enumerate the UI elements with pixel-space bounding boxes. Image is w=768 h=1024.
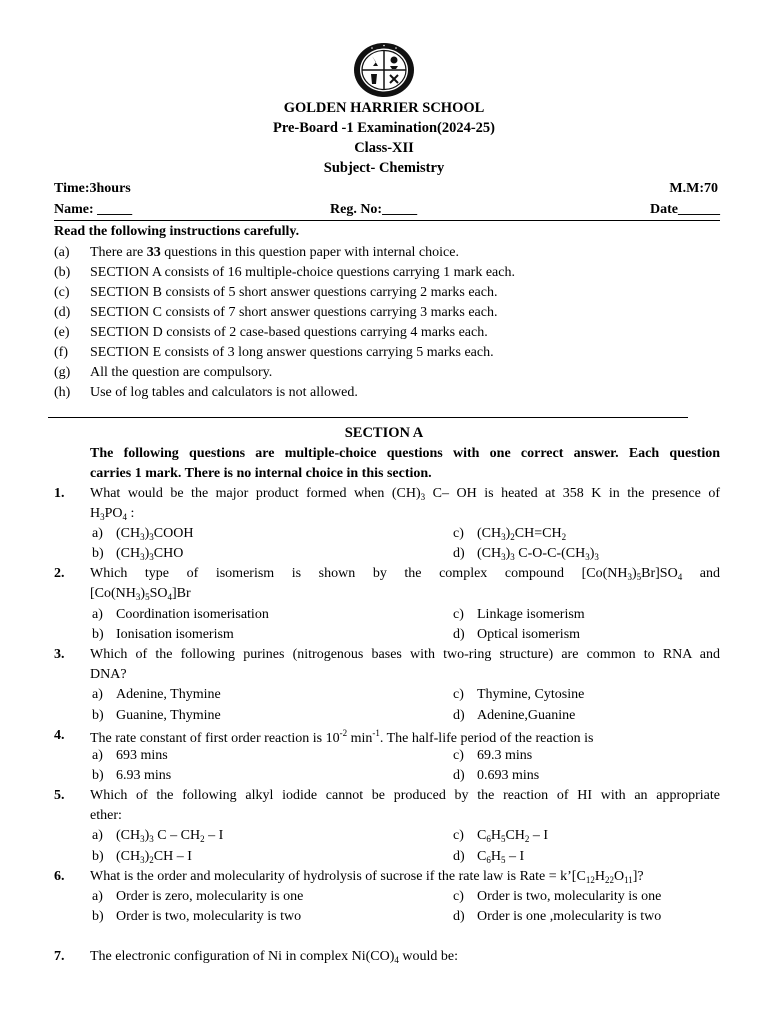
option-d: d) $(CH_3)_3$ $C-O-C-(CH_3)_3$ (453, 546, 599, 562)
question-text: Which of the following alkyl iodide cannot be produced by the reaction of HI with an appropriate (90, 788, 720, 803)
option-a: a) Coordination isomerisation (92, 607, 269, 622)
instruction-label: (a) (54, 245, 70, 260)
subject-label: Subject- Chemistry (323, 160, 445, 176)
question-text: What is the order and molecularity of hydrolysis of sucrose if the rate law is Rate = $k’[C_{12}H_{22}O_{11}]$? (90, 869, 644, 885)
instruction-item: There are 33 questions in this question paper with internal choice. (90, 245, 459, 260)
instruction-label: (f) (54, 345, 68, 360)
option-d: d) Order is one ,molecularity is two (453, 909, 662, 924)
option-d: d) 0.693 mins (453, 768, 540, 783)
option-d: d) $C_6H_5$ – I (453, 849, 525, 865)
question-text: Which type of isomerism is shown by the complex compound $[Co(NH_3)_5Br]SO_4$ and (90, 566, 721, 582)
header-divider (54, 220, 720, 221)
option-b: b) Order is two, molecularity is two (92, 909, 302, 924)
question-number: 5. (54, 788, 65, 803)
section-a-intro-line2: carries 1 mark. There is no internal choice in this section. (90, 466, 432, 481)
question-number: 6. (54, 869, 65, 884)
question-text: What would be the major product formed when $(CH)_3$ C– OH is heated at 358 K in the presence of (90, 486, 721, 502)
question-text: The rate constant of first order reaction is $10^{-2}$ $\min^{-1}$. The half-life period of the reaction is (90, 728, 594, 746)
instruction-label: (g) (54, 365, 71, 380)
option-b: b) $(CH_3)_3CHO$ (92, 546, 184, 562)
instruction-item: SECTION A consists of 16 multiple-choice questions carrying 1 mark each. (90, 265, 515, 280)
option-c: c) $(CH_3)_2CH=CH_2$ (453, 526, 567, 542)
question-number: 1. (54, 486, 65, 501)
option-c: c) $C_6H_5CH_2$ – I (453, 828, 549, 844)
max-marks-label: M.M:70 (669, 181, 718, 196)
instruction-item: Use of log tables and calculators is not allowed. (90, 385, 358, 400)
exam-title: Pre-Board -1 Examination(2024-25) (272, 120, 496, 136)
section-a-title: SECTION A (344, 425, 424, 441)
instruction-item: SECTION D consists of 2 case-based questions carrying 4 marks each. (90, 325, 488, 340)
question-text-cont: $H_3PO_4$ : (90, 506, 135, 522)
instruction-item: All the question are compulsory. (90, 365, 273, 380)
question-text: The electronic configuration of Ni in complex $Ni(CO)_4$ would be: (90, 949, 459, 965)
option-d: d) Optical isomerism (453, 627, 581, 642)
option-a: a) $(CH_3)_3$ C – $CH_2$ – I (92, 828, 224, 844)
class-label: Class-XII (354, 140, 414, 156)
time-label: Time:3hours (54, 181, 131, 196)
school-name: GOLDEN HARRIER SCHOOL (283, 100, 485, 116)
name-field-label: Name: _____ (54, 202, 133, 217)
option-b: b) Guanine, Thymine (92, 708, 221, 723)
question-text-cont: $[Co(NH_3)_5SO_4]Br$ (90, 586, 191, 602)
school-logo-emblem (352, 42, 416, 98)
option-a: a) Order is zero, molecularity is one (92, 889, 304, 904)
date-field-label: Date______ (650, 202, 720, 217)
instructions-heading: Read the following instructions carefully. (54, 224, 300, 239)
option-b: b) 6.93 mins (92, 768, 172, 783)
option-b: b) $(CH_3)_2CH$ – I (92, 849, 192, 865)
instruction-item: SECTION B consists of 5 short answer questions carrying 2 marks each. (90, 285, 498, 300)
option-c: c) Thymine, Cytosine (453, 687, 585, 702)
question-text-cont: ether: (90, 808, 122, 823)
instruction-label: (e) (54, 325, 70, 340)
instruction-item: SECTION C consists of 7 short answer questions carrying 3 marks each. (90, 305, 498, 320)
option-a: a) 693 mins (92, 748, 168, 763)
question-text-cont: DNA? (90, 667, 127, 682)
question-number: 4. (54, 728, 65, 743)
question-number: 3. (54, 647, 65, 662)
option-a: a) $(CH_3)_3COOH$ (92, 526, 194, 542)
option-c: c) Linkage isomerism (453, 607, 585, 622)
option-c: c) 69.3 mins (453, 748, 533, 763)
instruction-label: (b) (54, 265, 71, 280)
instruction-item: SECTION E consists of 3 long answer questions carrying 5 marks each. (90, 345, 494, 360)
section-a-intro-line1: The following questions are multiple-choice questions with one correct answer. Each question (90, 446, 720, 461)
reg-no-field-label: Reg. No:_____ (330, 202, 418, 217)
option-a: a) Adenine, Thymine (92, 687, 221, 702)
option-b: b) Ionisation isomerism (92, 627, 234, 642)
instruction-label: (c) (54, 285, 70, 300)
question-number: 7. (54, 949, 65, 964)
section-divider (48, 417, 688, 418)
instruction-label: (h) (54, 385, 71, 400)
question-number: 2. (54, 566, 65, 581)
instruction-label: (d) (54, 305, 71, 320)
option-c: c) Order is two, molecularity is one (453, 889, 662, 904)
option-d: d) Adenine,Guanine (453, 708, 576, 723)
question-text: Which of the following purines (nitrogenous bases with two-ring structure) are common to RNA and (90, 647, 720, 662)
